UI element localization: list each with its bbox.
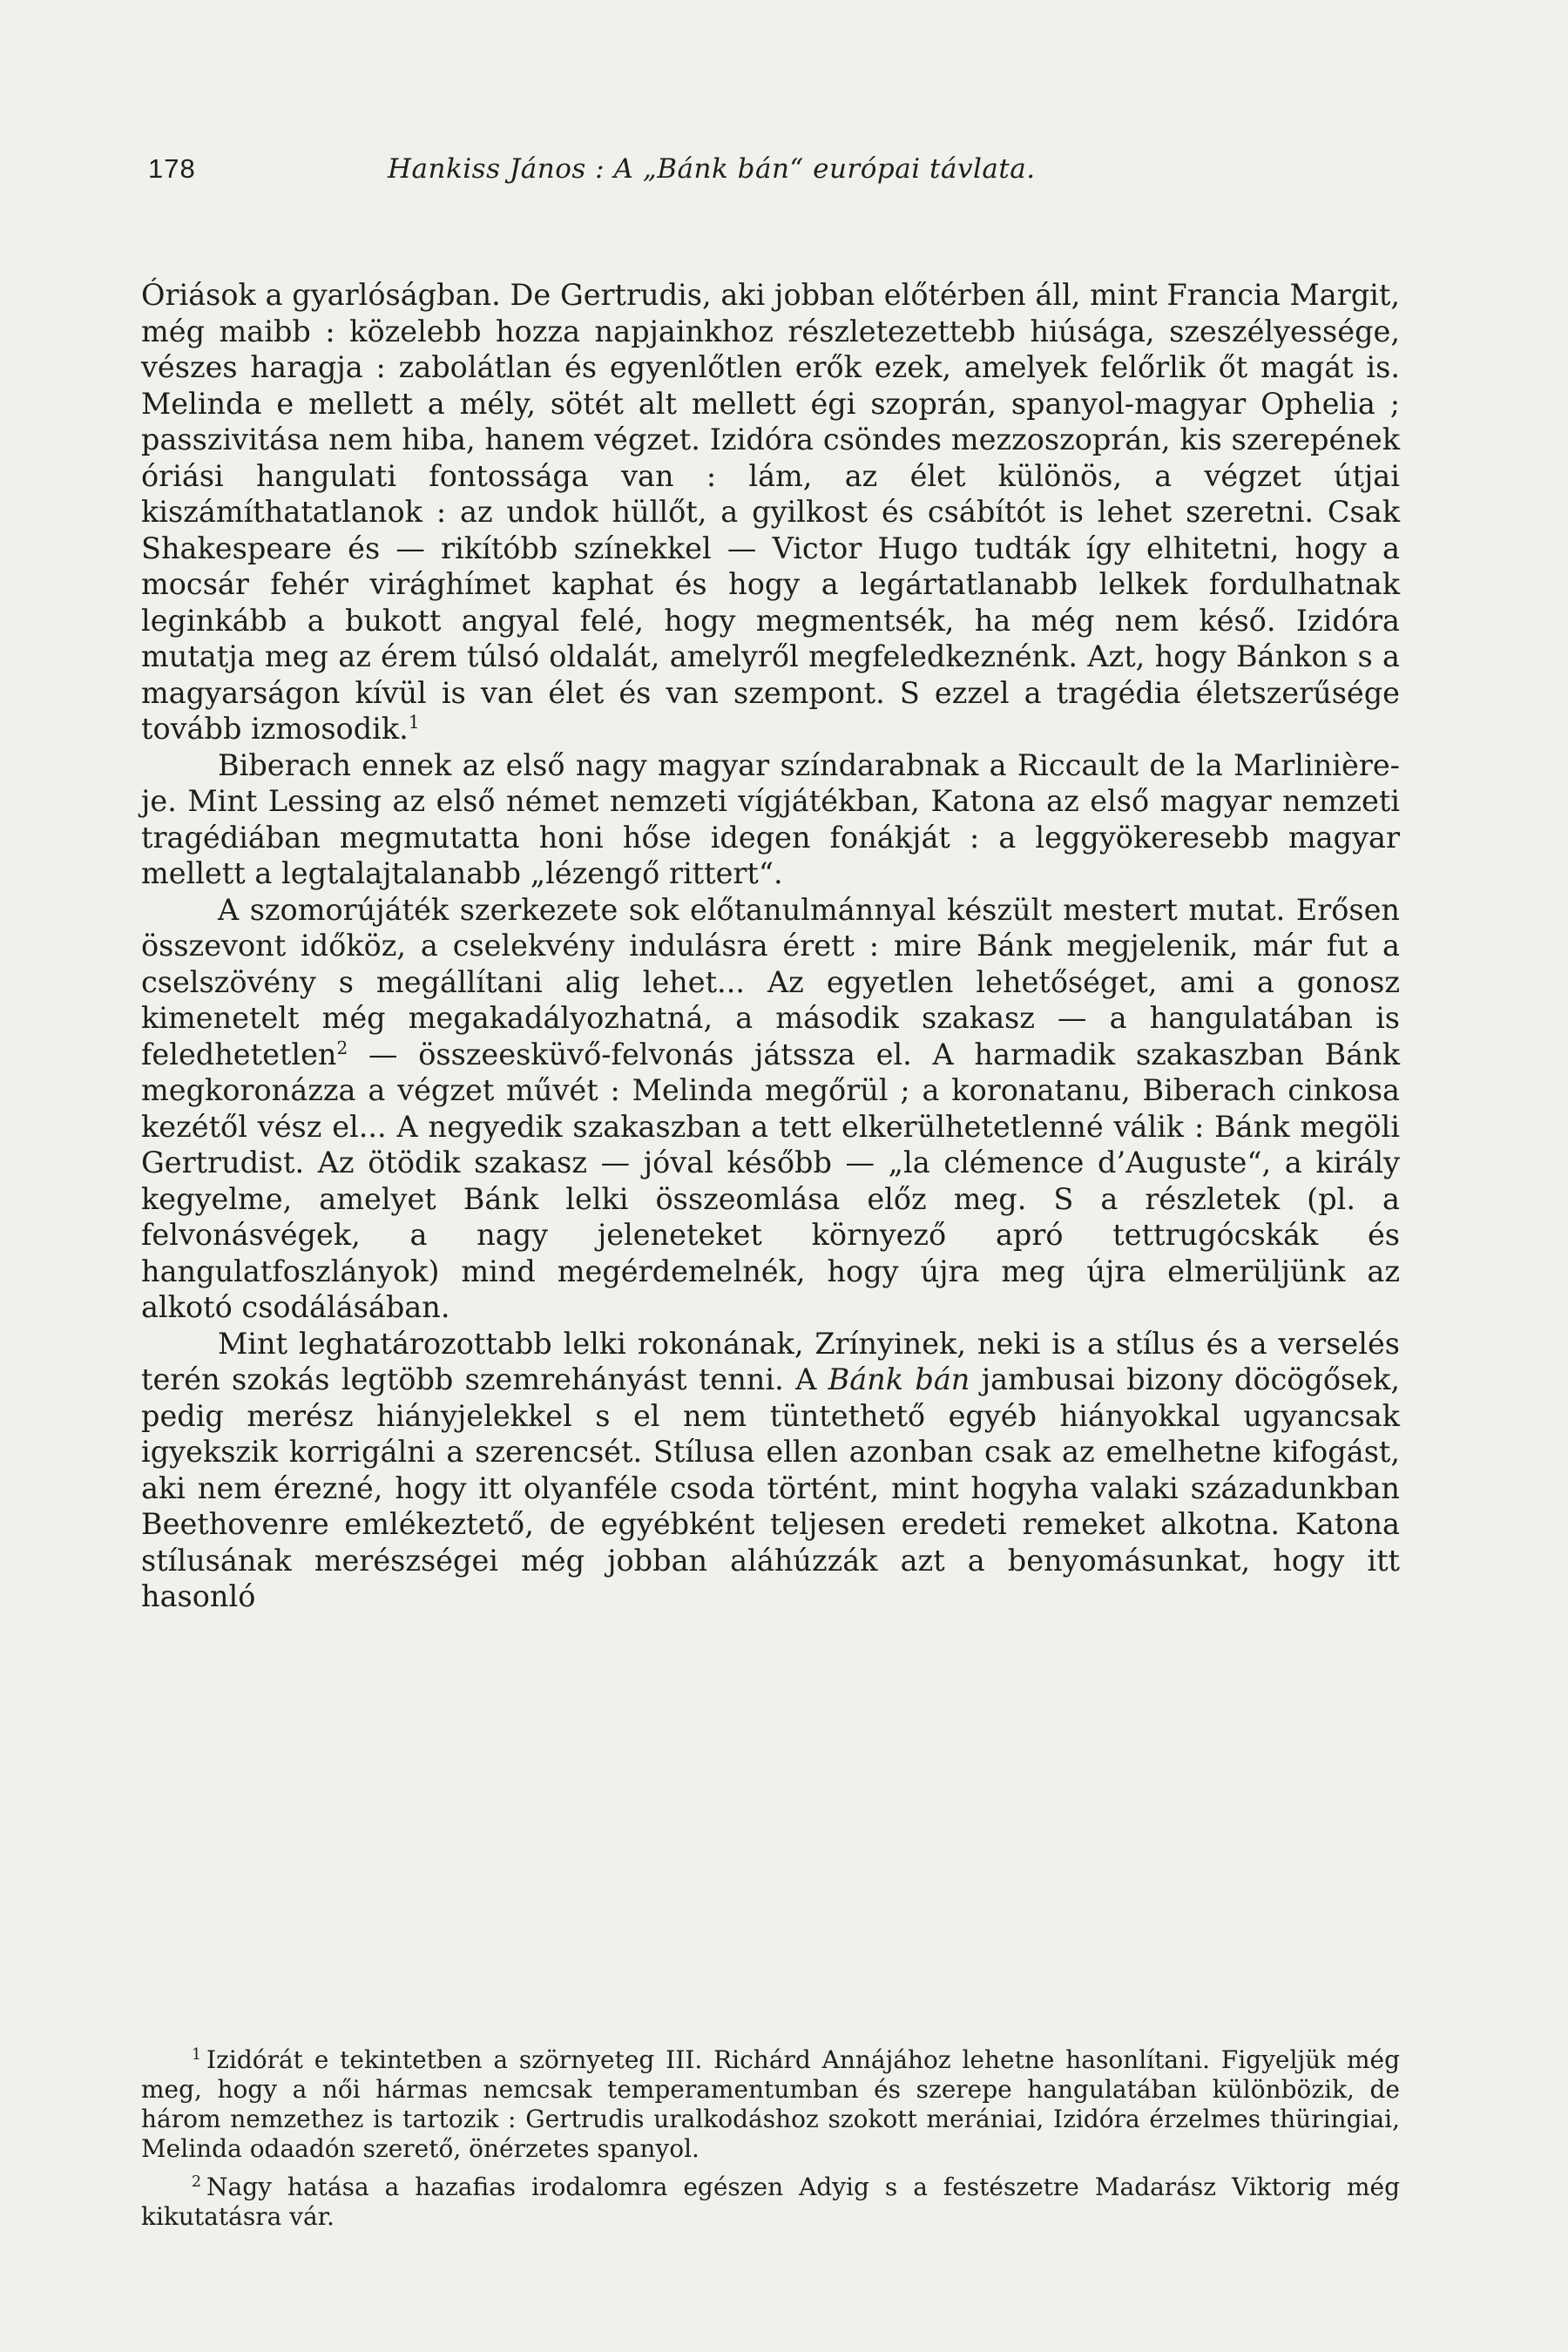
running-title: Hankiss János : A „Bánk bán“ európai távlata. — [388, 153, 1036, 185]
footnote-text: Nagy hatása a hazafias irodalomra egészen Adyig s a festészetre Madarász Viktorig még kikutatásra vár. — [141, 2173, 1400, 2231]
footnote — [141, 2045, 1400, 2164]
footnote-reference: 1 — [408, 711, 420, 733]
page-header — [148, 153, 1402, 197]
paragraph-text: jambusai bizony döcögősek, pedig merész hiányjelekkel s el nem tüntethető egyéb hiányokkal ugyancsak igyekszik korrigálni a szerencsét. Stílusa ellen azonban csak az emelhetne kifogást, aki nem érezné, hogy itt olyanféle csoda történt, mint hogyha valaki századunkban Beethovenre emlékeztető, de egyébként teljesen eredeti remeket alkotna. Katona stílusának merészségei még jobban aláhúzzák azt a benyomásunkat, hogy itt hasonló — [141, 1362, 1400, 1613]
paragraph — [141, 277, 1400, 747]
footnotes — [141, 2045, 1400, 2232]
work-title: Bánk bán — [828, 1362, 970, 1396]
paragraph-text: Biberach ennek az első nagy magyar színdarabnak a Riccault de la Marlinière-je. Mint Lessing az első német nemzeti vígjátékban, Katona az első magyar nemzeti tragédiában megmutatta honi hőse idegen fonákját : a leggyökeresebb magyar mellett a legtalajtalanabb „lézengő rittert“. — [141, 747, 1400, 890]
paragraph — [141, 1326, 1400, 1615]
footnote-text: Izidórát e tekintetben a szörnyeteg III. Richárd Annájához lehetne hasonlítani. Figyeljük még meg, hogy a női hármas nemcsak temperamentumban és szerepe hangulatában különbözik, de három nemzethez is tartozik : Gertrudis uralkodáshoz szokott merániai, Izidóra érzelmes thüringiai, Melinda odaadón szerető, önérzetes spanyol. — [141, 2045, 1400, 2163]
footnote-reference: 2 — [336, 1037, 348, 1058]
page-number: 178 — [148, 153, 196, 184]
footnote-mark: 2 — [192, 2173, 202, 2191]
paragraph-text: A szomorújáték szerkezete sok előtanulmánnyal készült mestert mutat. Erősen összevont időköz, a cselekvény indulásra érett : mire Bánk megjelenik, már fut a cselszövény s megállítani alig lehet... Az egyetlen lehetőséget, ami a gonosz kimenetelt még megakadályozhatná, a második szakasz — a hangulatában is feledhetetlen — [141, 892, 1400, 1071]
paragraph-text: — összeesküvő-felvonás játssza el. A harmadik szakaszban Bánk megkoronázza a végzet művét : Melinda megőrül ; a koronatanu, Biberach cinkosa kezétől vész el... A negyedik szakaszban a tett elkerülhetetlenné válik : Bánk megöli Gertrudist. Az ötödik szakasz — jóval később — „la clémence d’Auguste“, a király kegyelme, amelyet Bánk lelki összeomlása előz meg. S a részletek (pl. a felvonásvégek, a nagy jeleneteket környező apró tettrugócskák és hangulatfoszlányok) mind megérdemelnék, hogy újra meg újra elmerüljünk az alkotó csodálásában. — [141, 1037, 1400, 1324]
footnote — [141, 2173, 1400, 2232]
main-text — [141, 277, 1400, 1615]
paragraph — [141, 747, 1400, 892]
paragraph-text: Mint leghatározottabb lelki rokonának, Zrínyinek, neki is a stílus és a verselés terén szokás legtöbb szemrehányást tenni. A — [141, 1326, 1400, 1396]
paragraph-text: Óriások a gyarlóságban. De Gertrudis, aki jobban előtérben áll, mint Francia Margit, még maibb : közelebb hozza napjainkhoz részletezettebb hiúsága, szeszélyessége, vészes haragja : zabolátlan és egyenlőtlen erők ezek, amelyek felőrlik őt magát is. Melinda e mellett a mély, sötét alt mellett égi szoprán, spanyol-magyar Ophelia ; passzivitása nem hiba, hanem végzet. Izidóra csöndes mezzoszoprán, kis szerepének óriási hangulati fontossága van : lám, az élet különös, a végzet útjai kiszámíthatatlanok : az undok hüllőt, a gyilkost és csábítót is lehet szeretni. Csak Shakespeare és — rikítóbb színekkel — Victor Hugo tudták így elhitetni, hogy a mocsár fehér virághímet kaphat és hogy a legártatlanabb lelkek fordulhatnak leginkább a bukott angyal felé, hogy megmentsék, ha még nem késő. Izidóra mutatja meg az érem túlsó oldalát, amelyről megfeledkeznénk. Azt, hogy Bánkon s a magyarságon kívül is van élet és van szempont. S ezzel a tragédia életszerűsége tovább izmosodik. — [141, 278, 1400, 746]
paragraph — [141, 892, 1400, 1326]
footnote-mark: 1 — [192, 2045, 202, 2064]
